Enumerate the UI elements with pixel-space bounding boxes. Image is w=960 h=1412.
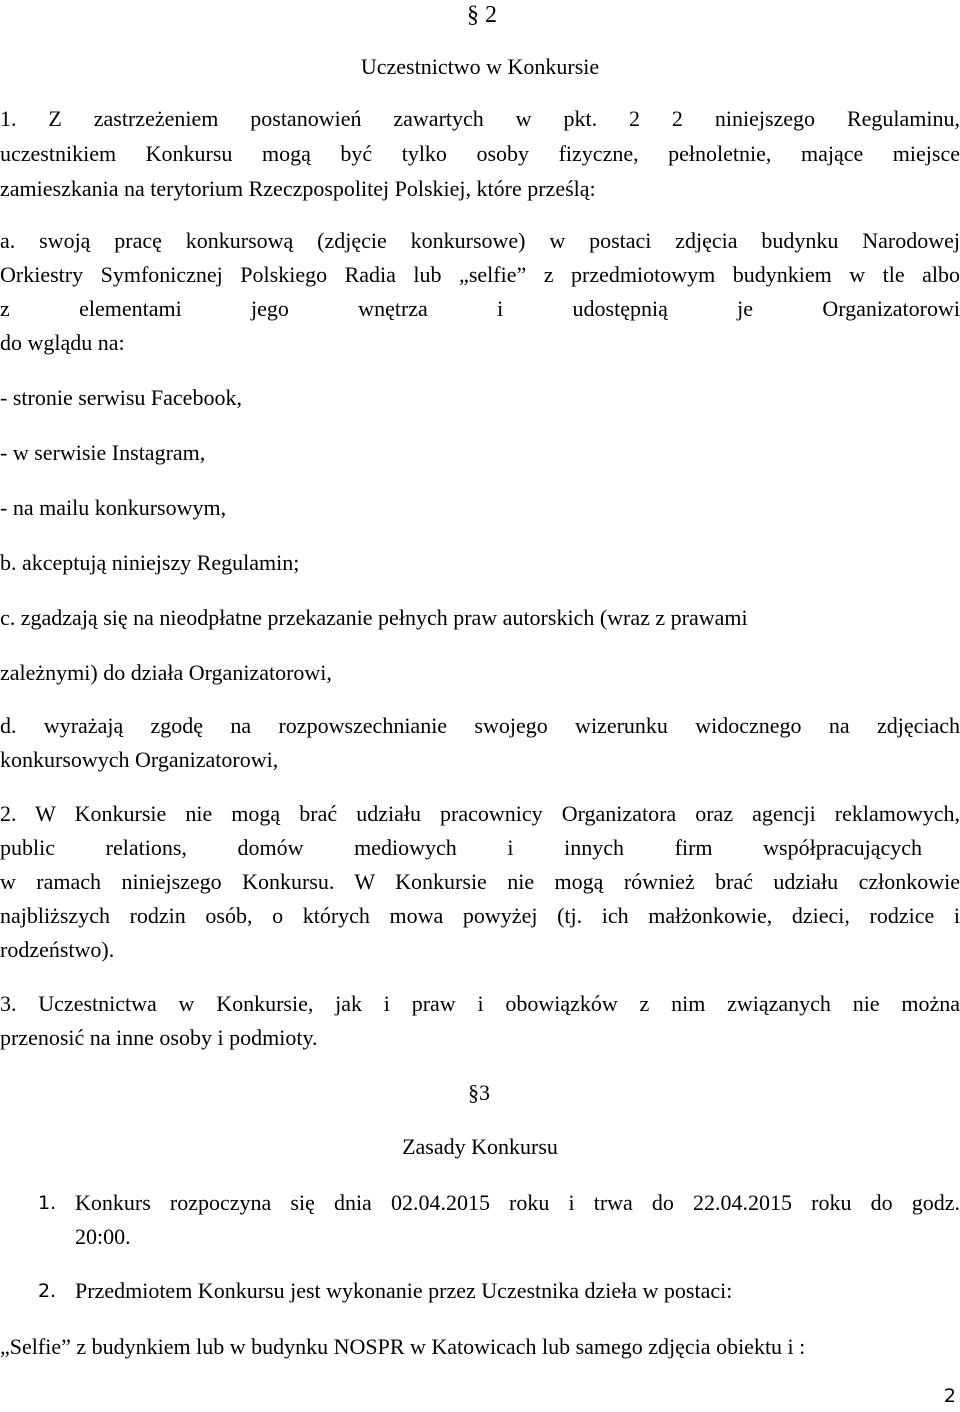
rules-item-1-cont [0, 1222, 960, 1252]
point-c-line: c. zgadzają się na nieodpłatne przekazanie pełnych praw autorskich (wraz z prawami [0, 605, 748, 630]
paragraph-1-line: zamieszkania na terytorium Rzeczpospolitej Polskiej, które prześlą: [0, 176, 596, 201]
channel-item: - na mailu konkursowym, [0, 495, 227, 520]
rules-item-2-number: 2. [38, 1280, 57, 1302]
section-2-symbol: § 2 [467, 2, 497, 28]
point-a-line: Orkiestry Symfonicznej Polskiego Radia lub „selfie” z przedmiotowym budynkiem w tle albo [0, 262, 960, 287]
paragraph-2-line: rodzeństwo). [0, 937, 115, 962]
rules-item-2-text: Przedmiotem Konkursu jest wykonanie przez Uczestnika dzieła w postaci: [75, 1278, 733, 1303]
paragraph-2-line: w ramach niniejszego Konkursu. W Konkursie nie mogą również brać udziału członkowie [0, 869, 960, 894]
section-3-symbol: §3 [468, 1080, 490, 1105]
selfie-line: „Selfie” z budynkiem lub w budynku NOSPR w Katowicach lub samego zdjęcia obiektu i : [0, 1334, 806, 1359]
paragraph-3-line: przenosić na inne osoby i podmioty. [0, 1025, 318, 1050]
point-d-line: d. wyrażają zgodę na rozpowszechnianie swojego wizerunku widocznego na zdjęciach [0, 713, 960, 738]
channel-item: - w serwisie Instagram, [0, 440, 206, 465]
point-a-line: z elementami jego wnętrza i udostępnią je Organizatorowi [0, 296, 960, 321]
rules-item-1 [0, 1188, 960, 1218]
paragraph-2-line: najbliższych rodzin osób, o których mowa powyżej (tj. ich małżonkowie, dzieci, rodzice i [0, 903, 960, 928]
section-3-title: Zasady Konkursu [402, 1134, 558, 1159]
point-a-line: a. swoją pracę konkursową (zdjęcie konkursowe) w postaci zdjęcia budynku Narodowej [0, 228, 960, 253]
point-c-line: zależnymi) do działa Organizatorowi, [0, 660, 332, 685]
paragraph-2-line: 2. W Konkursie nie mogą brać udziału pracownicy Organizatora oraz agencji reklamowych, [0, 801, 960, 826]
paragraph-3-line: 3. Uczestnictwa w Konkursie, jak i praw i obowiązków z nim związanych nie można [0, 991, 960, 1016]
page-number: 2 [943, 1385, 956, 1407]
rules-item-1-number: 1. [38, 1192, 57, 1214]
point-b: b. akceptują niniejszy Regulamin; [0, 550, 300, 575]
rules-item-2 [0, 1276, 960, 1306]
paragraph-2-line: public relations, domów mediowych i innych firm współpracujących [0, 835, 922, 860]
section-2-title: Uczestnictwo w Konkursie [360, 54, 600, 79]
point-d-line: konkursowych Organizatorowi, [0, 747, 279, 772]
rules-item-1-line: Konkurs rozpoczyna się dnia 02.04.2015 roku i trwa do 22.04.2015 roku do godz. [75, 1190, 960, 1215]
paragraph-1-line: 1. Z zastrzeżeniem postanowień zawartych w pkt. 2 2 niniejszego Regulaminu, [0, 106, 960, 131]
point-a-line: do wglądu na: [0, 330, 125, 355]
channel-item: - stronie serwisu Facebook, [0, 385, 242, 410]
rules-item-1-line: 20:00. [75, 1224, 131, 1249]
paragraph-1-line: uczestnikiem Konkursu mogą być tylko osoby fizyczne, pełnoletnie, mające miejsce [0, 141, 960, 166]
